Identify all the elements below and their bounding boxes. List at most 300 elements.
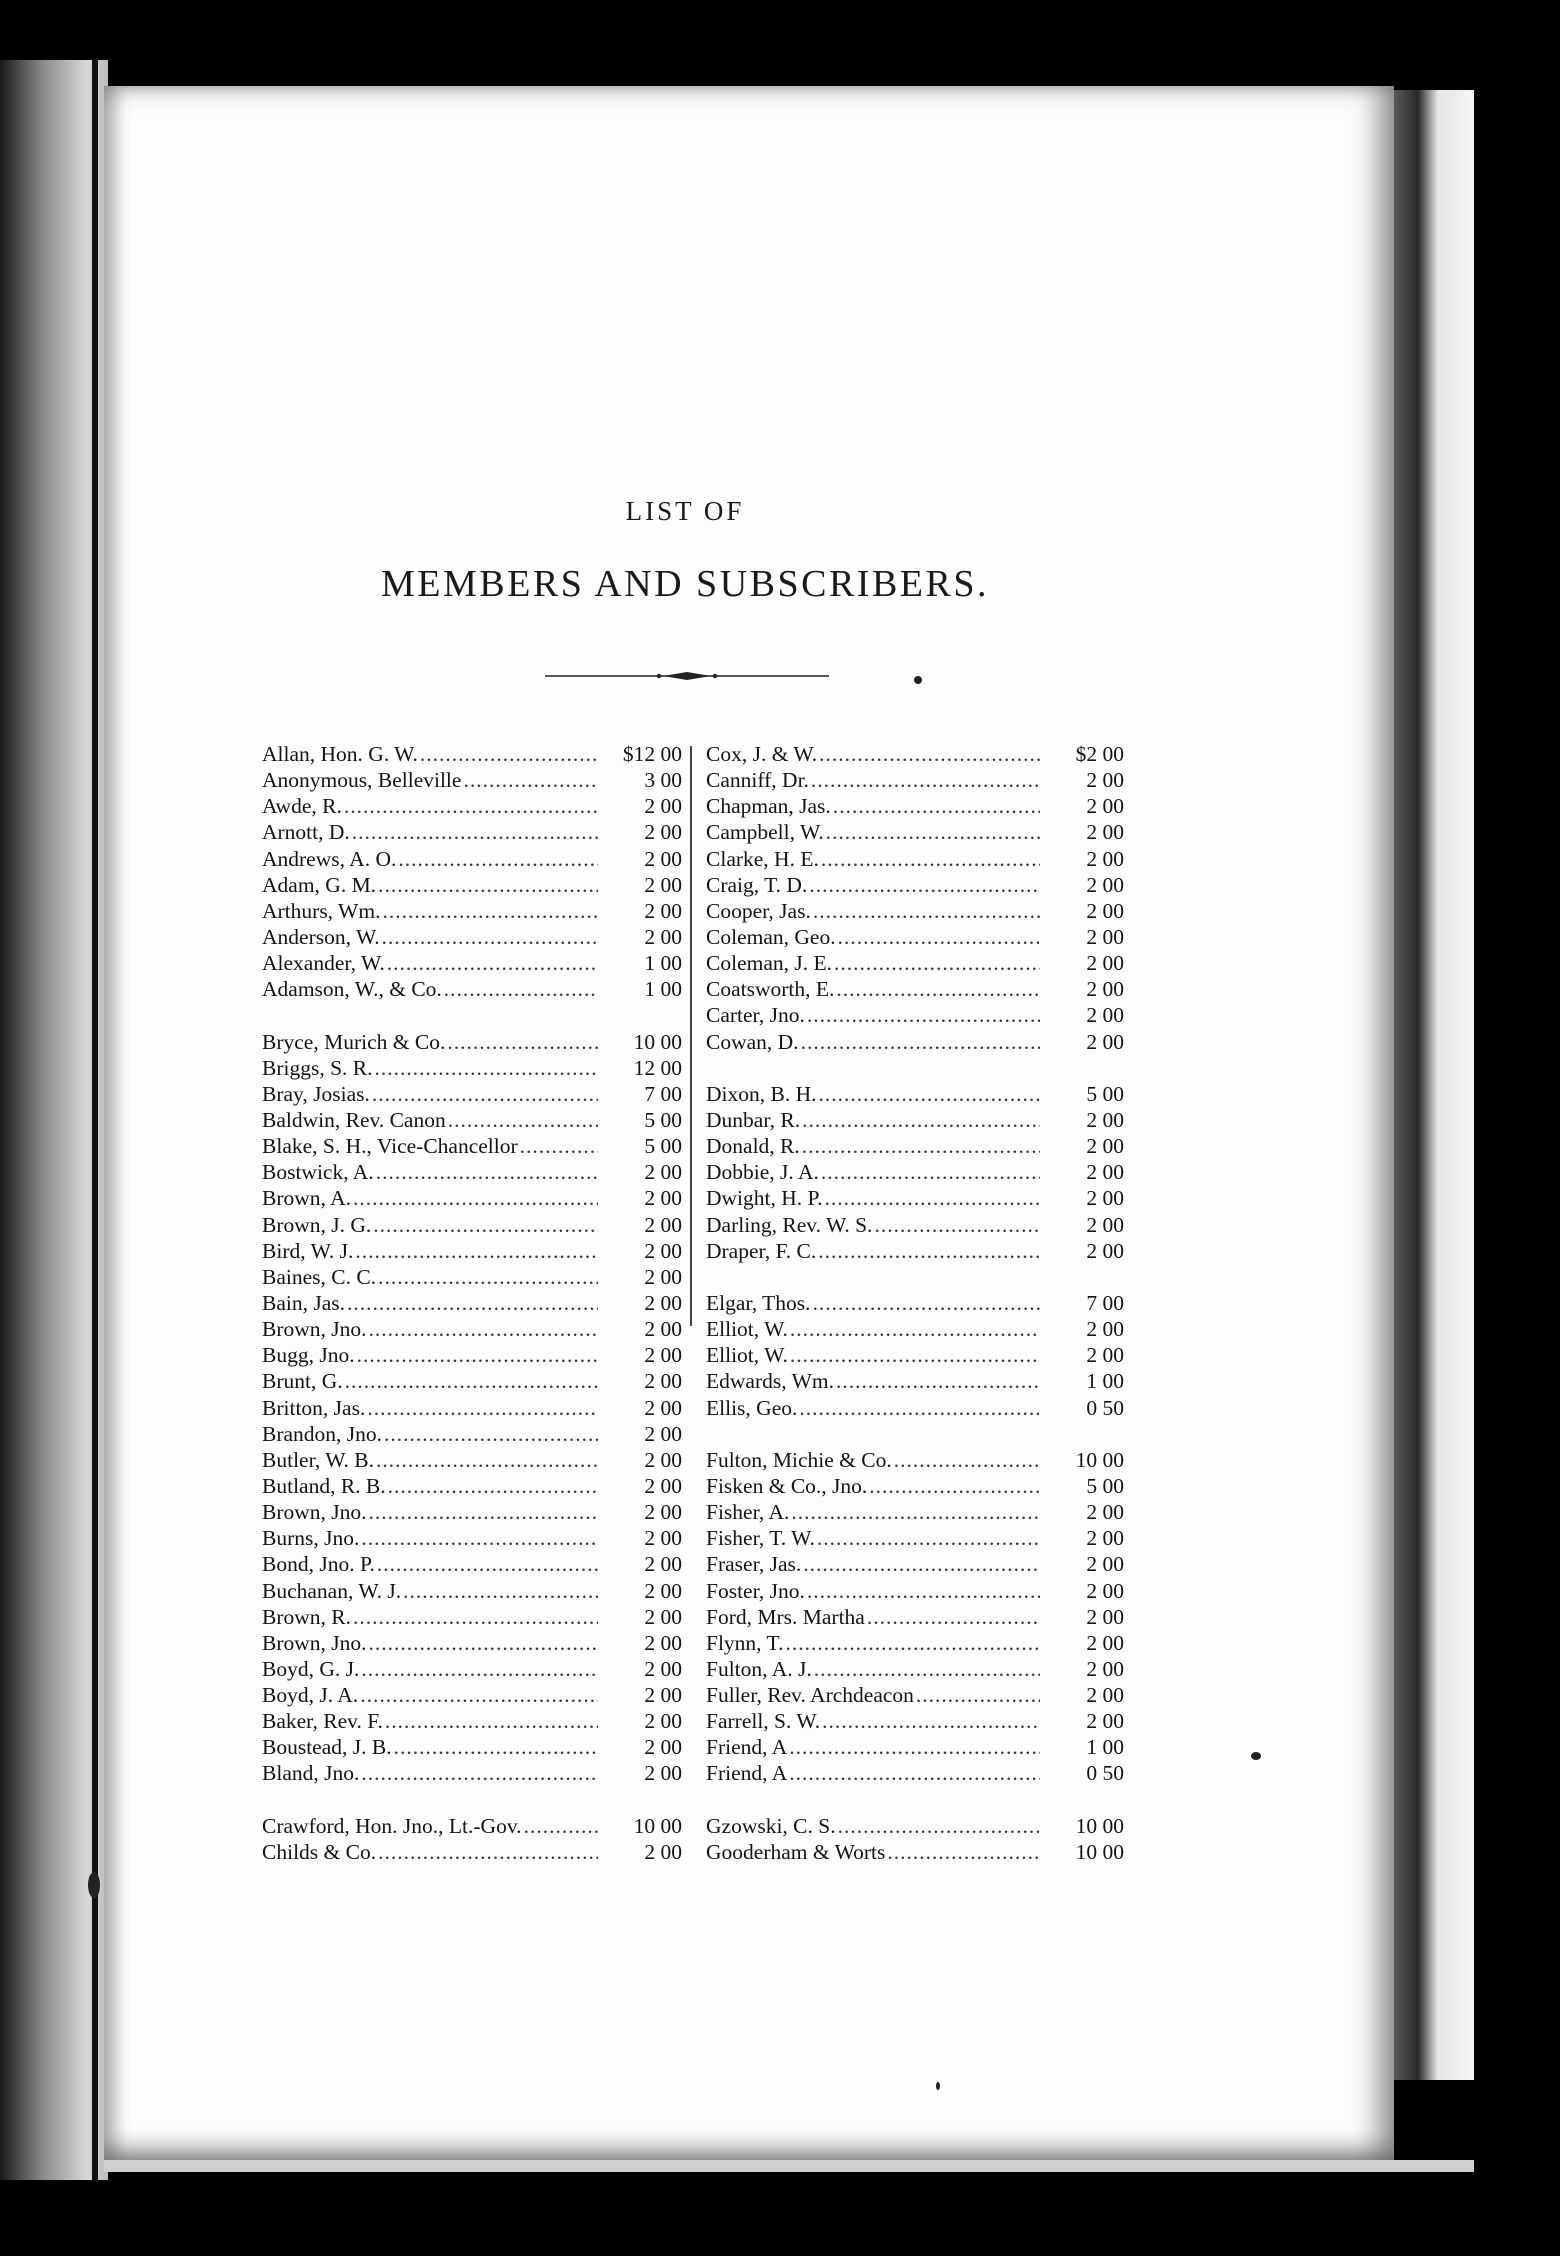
subscriber-entry [706, 1682, 1124, 1708]
subscription-amount: 2 00 [1086, 1656, 1124, 1681]
subscription-amount: 10 00 [1075, 1813, 1124, 1838]
subscriber-name: Brandon, Jno. [262, 1421, 383, 1446]
subscriber-entry [706, 1290, 1124, 1316]
subscriber-name: Fulton, Michie & Co. [706, 1447, 892, 1472]
dot-leader [916, 1682, 1040, 1708]
subscriber-name: Gooderham & Worts [706, 1839, 886, 1864]
subscription-amount: 2 00 [1086, 1212, 1124, 1237]
subscriber-entry [706, 846, 1124, 872]
subscription-amount: 2 00 [1086, 1709, 1124, 1734]
subscription-amount: 2 00 [644, 820, 682, 845]
subscriber-entry [706, 1238, 1124, 1264]
subscriber-name: Elliot, W. [706, 1343, 788, 1368]
subscriber-name: Baldwin, Rev. Canon [262, 1107, 446, 1132]
page-edge [1394, 90, 1474, 2080]
subscriber-entry [262, 1290, 682, 1316]
dot-leader [812, 1290, 1040, 1316]
subscription-amount: 2 00 [644, 1552, 682, 1577]
subscription-amount: 5 00 [644, 1134, 682, 1159]
dot-leader [836, 976, 1040, 1002]
dot-leader [819, 1081, 1041, 1107]
dot-leader [826, 819, 1040, 845]
subscriber-name: Brown, Jno. [262, 1500, 367, 1525]
subscriber-entry [262, 1133, 682, 1159]
dot-leader [817, 1525, 1040, 1551]
dot-leader [807, 1578, 1040, 1604]
subscriber-name: Friend, A [706, 1735, 788, 1760]
dot-leader [791, 1499, 1040, 1525]
subscription-amount: 2 00 [644, 1212, 682, 1237]
dot-leader [382, 924, 598, 950]
subscriber-entry [706, 1734, 1124, 1760]
subscription-amount: 2 00 [644, 794, 682, 819]
subscriber-name: Campbell, W. [706, 820, 824, 845]
subscription-amount: 0 50 [1086, 1395, 1124, 1420]
subscriber-entry [262, 1839, 682, 1865]
dot-leader [378, 872, 598, 898]
subscriber-name: Adam, G. M. [262, 872, 377, 897]
subscriber-entry [706, 1839, 1124, 1865]
dot-leader [819, 741, 1040, 767]
subscription-amount: 2 00 [644, 1578, 682, 1603]
subscription-amount: 2 00 [644, 1630, 682, 1655]
column-divider [690, 746, 692, 1326]
subscriber-name: Brown, J. G. [262, 1212, 372, 1237]
subscriber-entry [706, 1604, 1124, 1630]
dot-leader [387, 950, 598, 976]
dot-leader [344, 793, 598, 819]
subscriber-name: Gzowski, C. S. [706, 1813, 836, 1838]
subscriber-entry [706, 1395, 1124, 1421]
subscriber-name: Bird, W. J. [262, 1238, 354, 1263]
subscriber-entry [262, 1316, 682, 1342]
subscription-amount: 2 00 [644, 1186, 682, 1211]
subscriber-entry [706, 1473, 1124, 1499]
subscriber-entry [262, 924, 682, 950]
subscriber-name: Anderson, W. [262, 924, 380, 949]
subscriber-entry [262, 1107, 682, 1133]
dot-leader [894, 1447, 1040, 1473]
subscriber-name: Friend, A [706, 1761, 788, 1786]
subscriber-name: Buchanan, W. J. [262, 1578, 402, 1603]
subscriber-entry [262, 1682, 682, 1708]
subscriber-entry [706, 1499, 1124, 1525]
subscriber-entry [262, 1813, 682, 1839]
dot-leader [838, 1813, 1040, 1839]
subscriber-name: Cowan, D. [706, 1029, 799, 1054]
dot-leader [352, 819, 598, 845]
subscription-amount: 2 00 [1086, 1238, 1124, 1263]
subscriber-name: Canniff, Dr. [706, 768, 809, 793]
subscription-amount: 2 00 [644, 898, 682, 923]
subscriber-name: Farrell, S. W. [706, 1709, 821, 1734]
subscriber-name: Brown, R. [262, 1604, 351, 1629]
subscription-amount: 2 00 [1086, 1630, 1124, 1655]
subscription-amount: 2 00 [644, 872, 682, 897]
subscription-amount: 2 00 [1086, 1003, 1124, 1028]
subscription-amount: 10 00 [1075, 1839, 1124, 1864]
subscription-amount: 2 00 [644, 1735, 682, 1760]
dot-leader [385, 1708, 598, 1734]
subscription-amount: 2 00 [1086, 1526, 1124, 1551]
subscriber-entry [262, 741, 682, 767]
subscriber-entry [262, 1447, 682, 1473]
subscription-amount: 2 00 [1086, 1552, 1124, 1577]
subscriber-name: Arnott, D. [262, 820, 350, 845]
dot-leader [372, 1081, 598, 1107]
subscription-amount: 2 00 [1086, 1134, 1124, 1159]
subscription-amount: 2 00 [644, 1683, 682, 1708]
subscriber-name: Bland, Jno. [262, 1761, 360, 1786]
dot-leader [361, 1525, 598, 1551]
dot-leader [361, 1656, 598, 1682]
subscriber-entry [706, 1708, 1124, 1734]
dot-leader [785, 1630, 1040, 1656]
subscriber-entry [706, 1656, 1124, 1682]
subscription-amount: $2 00 [1075, 742, 1124, 766]
subscription-amount: 12 00 [633, 1055, 682, 1080]
subscriber-entry [262, 872, 682, 898]
dot-leader [809, 872, 1040, 898]
subscriber-entry [262, 950, 682, 976]
binding-gutter [92, 60, 98, 2180]
dot-leader [447, 1029, 598, 1055]
subscription-amount: 2 00 [1086, 1578, 1124, 1603]
subscriber-entry [262, 1342, 682, 1368]
dot-leader [824, 1185, 1040, 1211]
subscription-amount: 2 00 [644, 924, 682, 949]
subscription-amount: 2 00 [1086, 951, 1124, 976]
subscription-amount: 2 00 [644, 1761, 682, 1786]
subscriber-name: Edwards, Wm. [706, 1369, 834, 1394]
dot-leader [388, 1473, 598, 1499]
subscriber-name: Childs & Co. [262, 1839, 377, 1864]
subscription-amount: 2 00 [644, 1369, 682, 1394]
dot-leader [803, 1551, 1040, 1577]
dot-leader [347, 1290, 598, 1316]
subscriber-name: Boustead, J. B. [262, 1735, 392, 1760]
dot-leader [789, 1734, 1040, 1760]
subscriber-name: Donald, R. [706, 1134, 800, 1159]
dot-leader [360, 1682, 598, 1708]
subscription-amount: 1 00 [644, 977, 682, 1002]
subscriber-name: Draper, F. C. [706, 1238, 817, 1263]
subscriber-name: Elgar, Thos. [706, 1290, 811, 1315]
subscription-amount: 2 00 [644, 1343, 682, 1368]
subscriber-entry [706, 1447, 1124, 1473]
dot-leader [355, 1238, 598, 1264]
subscriber-name: Fraser, Jas. [706, 1552, 802, 1577]
dot-leader [802, 1107, 1040, 1133]
subscriber-name: Chapman, Jas. [706, 794, 831, 819]
subscriber-name: Fisher, A. [706, 1500, 790, 1525]
dot-leader [373, 1212, 598, 1238]
group-spacer [706, 1055, 1124, 1081]
subscriber-name: Elliot, W. [706, 1317, 788, 1342]
subscriber-entry [262, 1630, 682, 1656]
subscription-amount: 2 00 [644, 1473, 682, 1498]
subscriber-entry [706, 1368, 1124, 1394]
subscriber-name: Brown, A. [262, 1186, 351, 1211]
subscriber-entry [262, 1238, 682, 1264]
dot-leader [377, 1551, 598, 1577]
subscriber-name: Dunbar, R. [706, 1107, 801, 1132]
dot-leader [836, 1368, 1040, 1394]
dot-leader [814, 1656, 1040, 1682]
page-bottom-edge [104, 2160, 1474, 2172]
subscriber-entry [706, 976, 1124, 1002]
subscription-amount: 1 00 [1086, 1735, 1124, 1760]
subscriber-name: Anonymous, Belleville [262, 768, 462, 793]
subscription-amount: 2 00 [644, 1290, 682, 1315]
subscriber-entry [706, 793, 1124, 819]
subscriber-name: Craig, T. D. [706, 872, 808, 897]
subscriber-name: Baines, C. C. [262, 1264, 377, 1289]
dot-leader [378, 1264, 598, 1290]
dot-leader [378, 1839, 598, 1865]
subscriber-name: Allan, Hon. G. W. [262, 742, 418, 766]
dot-leader [448, 1107, 598, 1133]
subscriber-column-left [262, 741, 682, 1865]
subscriber-name: Baker, Rev. F. [262, 1709, 383, 1734]
subscriber-name: Bray, Josias. [262, 1081, 370, 1106]
subscriber-name: Dwight, H. P. [706, 1186, 823, 1211]
subscriber-entry [262, 793, 682, 819]
subscriber-entry [706, 924, 1124, 950]
dot-leader [887, 1839, 1040, 1865]
subscriber-entry [262, 819, 682, 845]
subscription-amount: 1 00 [1086, 1369, 1124, 1394]
dot-leader [802, 1133, 1040, 1159]
dot-leader [353, 1185, 598, 1211]
subscriber-entry [262, 1081, 682, 1107]
subscriber-entry [262, 976, 682, 1002]
dot-leader [833, 793, 1040, 819]
subscription-amount: 2 00 [1086, 1604, 1124, 1629]
dot-leader [376, 1447, 598, 1473]
subscription-amount: 2 00 [1086, 1107, 1124, 1132]
subscription-amount: 2 00 [644, 1160, 682, 1185]
subscriber-name: Carter, Jno. [706, 1003, 805, 1028]
subscription-amount: 2 00 [1086, 977, 1124, 1002]
subscriber-entry [706, 767, 1124, 793]
subscriber-name: Dixon, B. H. [706, 1081, 817, 1106]
subscriber-entry [262, 846, 682, 872]
subscriber-name: Fulton, A. J. [706, 1656, 812, 1681]
subscription-amount: 10 00 [633, 1813, 682, 1838]
dot-leader [369, 1316, 598, 1342]
subscriber-entry [706, 1185, 1124, 1211]
subscription-amount: 2 00 [1086, 1317, 1124, 1342]
subscriber-entry [706, 1813, 1124, 1839]
subscription-amount: 2 00 [644, 1317, 682, 1342]
dot-leader [869, 1473, 1040, 1499]
dot-leader [394, 1734, 598, 1760]
subscription-amount: 2 00 [1086, 1186, 1124, 1211]
subscriber-entry [262, 1604, 682, 1630]
subscriber-entry [262, 1395, 682, 1421]
subscription-amount: 2 00 [1086, 846, 1124, 871]
subscriber-name: Butler, W. B. [262, 1447, 375, 1472]
subscriber-entry [706, 898, 1124, 924]
subscriber-entry [262, 1159, 682, 1185]
subscriber-entry [706, 950, 1124, 976]
subscription-amount: 2 00 [1086, 1500, 1124, 1525]
subscriber-name: Awde, R. [262, 794, 342, 819]
subscriber-name: Darling, Rev. W. S. [706, 1212, 873, 1237]
subscriber-entry [262, 1212, 682, 1238]
subscriber-name: Burns, Jno. [262, 1526, 360, 1551]
dot-leader [524, 1813, 598, 1839]
subscriber-name: Fuller, Rev. Archdeacon [706, 1683, 914, 1708]
subscriber-name: Britton, Jas. [262, 1395, 366, 1420]
subscriber-name: Clarke, H. E. [706, 846, 819, 871]
dot-leader [818, 1238, 1040, 1264]
subscription-amount: 2 00 [644, 1500, 682, 1525]
subscription-amount: 2 00 [1086, 872, 1124, 897]
dot-leader [838, 924, 1040, 950]
subscription-amount: 2 00 [644, 1604, 682, 1629]
subscription-amount: 2 00 [1086, 1683, 1124, 1708]
subscriber-name: Cooper, Jas. [706, 898, 811, 923]
subscriber-name: Bugg, Jno. [262, 1343, 355, 1368]
subscription-amount: 0 50 [1086, 1761, 1124, 1786]
dot-leader [801, 1029, 1040, 1055]
subscription-amount: 2 00 [644, 1421, 682, 1446]
subscription-amount: 2 00 [644, 1264, 682, 1289]
subscription-amount: 10 00 [1075, 1447, 1124, 1472]
subscription-amount: 2 00 [644, 1395, 682, 1420]
subscription-amount: 2 00 [1086, 1343, 1124, 1368]
subscriber-entry [262, 1264, 682, 1290]
subscription-amount: 2 00 [1086, 768, 1124, 793]
subscriber-name: Alexander, W. [262, 951, 385, 976]
subscriber-entry [262, 1473, 682, 1499]
subscriber-name: Blake, S. H., Vice-Chancellor [262, 1134, 518, 1159]
dot-leader [811, 767, 1040, 793]
subscriber-name: Bain, Jas. [262, 1290, 346, 1315]
subscriber-name: Boyd, G. J. [262, 1656, 360, 1681]
subscriber-entry [262, 767, 682, 793]
subscriber-entry [706, 1081, 1124, 1107]
group-spacer [706, 1421, 1124, 1447]
subscription-amount: 5 00 [644, 1107, 682, 1132]
subscriber-name: Flynn, T. [706, 1630, 784, 1655]
subscription-amount: 2 00 [1086, 1160, 1124, 1185]
dot-leader [790, 1342, 1040, 1368]
subscriber-name: Butland, R. B. [262, 1473, 386, 1498]
dot-leader [369, 1630, 598, 1656]
subscription-amount: 1 00 [644, 951, 682, 976]
dot-leader [790, 1316, 1040, 1342]
subscription-amount: 2 00 [644, 846, 682, 871]
dot-leader [375, 1055, 598, 1081]
subscription-amount: 2 00 [644, 1447, 682, 1472]
group-spacer [706, 1264, 1124, 1290]
subscriber-entry [706, 741, 1124, 767]
dot-leader [420, 741, 598, 767]
subscriber-entry [706, 1551, 1124, 1577]
print-speck [88, 1872, 100, 1898]
subscription-amount: 2 00 [644, 1526, 682, 1551]
dot-leader [822, 1708, 1040, 1734]
subscriber-name: Crawford, Hon. Jno., Lt.-Gov. [262, 1813, 522, 1838]
group-spacer [262, 1002, 682, 1028]
subscriber-entry [262, 1368, 682, 1394]
group-spacer [262, 1787, 682, 1813]
subscriber-entry [706, 1107, 1124, 1133]
dot-leader [834, 950, 1040, 976]
subscription-amount: 2 00 [644, 1238, 682, 1263]
subscriber-name: Fisken & Co., Jno. [706, 1473, 868, 1498]
subscription-amount: 2 00 [1086, 794, 1124, 819]
subscriber-entry [262, 1551, 682, 1577]
subscriber-name: Bond, Jno. P. [262, 1552, 375, 1577]
dot-leader [821, 1159, 1040, 1185]
dot-leader [463, 767, 598, 793]
subscriber-entry [262, 1029, 682, 1055]
subscription-amount: 2 00 [644, 1839, 682, 1864]
subscription-amount: 10 00 [633, 1029, 682, 1054]
heading-list-of: LIST OF [625, 496, 745, 526]
dot-leader [382, 898, 598, 924]
subscription-amount: 2 00 [644, 1656, 682, 1681]
dot-leader [384, 1421, 598, 1447]
subscription-amount: 2 00 [1086, 1029, 1124, 1054]
dot-leader [345, 1368, 598, 1394]
subscriber-entry [706, 1342, 1124, 1368]
dot-leader [807, 1002, 1040, 1028]
dot-leader [357, 1342, 598, 1368]
subscriber-name: Adamson, W., & Co. [262, 977, 442, 1002]
subscriber-name: Cox, J. & W. [706, 742, 818, 766]
dot-leader [398, 846, 598, 872]
subscriber-name: Brunt, G. [262, 1369, 343, 1394]
subscription-amount: 7 00 [644, 1081, 682, 1106]
subscriber-entry [262, 898, 682, 924]
subscriber-entry [262, 1656, 682, 1682]
dot-leader [874, 1212, 1040, 1238]
print-speck [914, 676, 922, 684]
subscriber-name: Boyd, J. A. [262, 1683, 359, 1708]
dot-leader [361, 1760, 598, 1786]
subscriber-entry [706, 1002, 1124, 1028]
subscriber-entry [706, 1029, 1124, 1055]
dot-leader [867, 1604, 1040, 1630]
subscriber-column-right [706, 741, 1124, 1865]
subscription-amount: 2 00 [644, 1709, 682, 1734]
dot-leader [369, 1499, 598, 1525]
subscriber-name: Ellis, Geo. [706, 1395, 798, 1420]
subscriber-name: Coleman, J. E. [706, 951, 832, 976]
subscriber-entry [262, 1708, 682, 1734]
subscription-amount: 2 00 [1086, 820, 1124, 845]
title-ornament [545, 668, 829, 684]
subscriber-entry [262, 1760, 682, 1786]
subscriber-entry [706, 1525, 1124, 1551]
print-speck [936, 2082, 940, 2090]
subscriber-entry [262, 1525, 682, 1551]
subscriber-entry [262, 1185, 682, 1211]
subscription-amount: 2 00 [1086, 924, 1124, 949]
subscriber-name: Ford, Mrs. Martha [706, 1604, 865, 1629]
page-title: MEMBERS AND SUBSCRIBERS. [381, 563, 989, 605]
subscriber-name: Briggs, S. R. [262, 1055, 373, 1080]
subscription-amount: 3 00 [644, 768, 682, 793]
subscriber-name: Arthurs, Wm. [262, 898, 381, 923]
subscriber-name: Coleman, Geo. [706, 924, 836, 949]
subscriber-name: Brown, Jno. [262, 1630, 367, 1655]
